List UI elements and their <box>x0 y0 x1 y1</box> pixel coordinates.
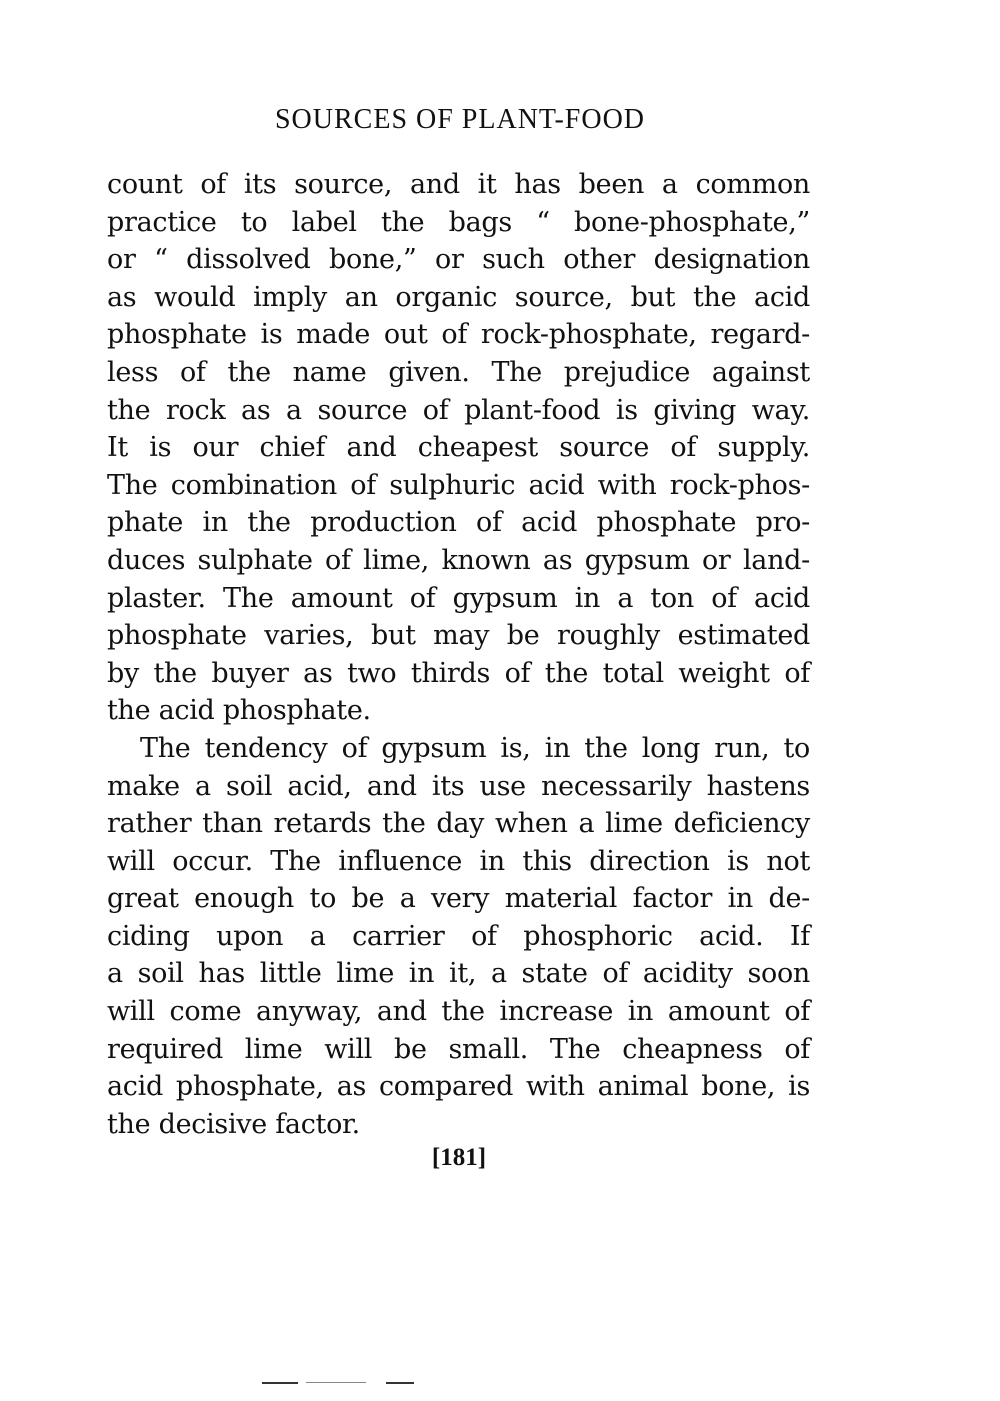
paragraph-2 <box>107 730 810 1144</box>
paragraph-1 <box>107 166 810 730</box>
text-line: the rock as a source of plant-food is giving way. <box>107 394 810 426</box>
text-line: It is our chief and cheapest source of supply. <box>107 432 810 464</box>
body-text <box>107 166 810 1143</box>
text-line: make a soil acid, and its use necessarily hastens <box>107 770 810 802</box>
running-title: SOURCES OF PLANT-FOOD <box>274 104 646 135</box>
text-line: plaster. The amount of gypsum in a ton of acid <box>107 582 810 614</box>
text-line: as would imply an organic source, but the acid <box>107 281 810 313</box>
text-line: phosphate is made out of rock-phosphate, regard- <box>107 319 810 351</box>
scan-artifact <box>386 1382 414 1384</box>
text-line: will come anyway, and the increase in amount of <box>107 996 810 1028</box>
text-line: The combination of sulphuric acid with rock-phos- <box>107 469 810 501</box>
text-line: practice to label the bags “ bone-phosphate,” <box>107 206 810 238</box>
text-line: phate in the production of acid phosphate pro- <box>107 507 810 539</box>
text-line: a soil has little lime in it, a state of acidity soon <box>107 958 810 990</box>
text-line: less of the name given. The prejudice against <box>107 356 810 388</box>
text-line: ciding upon a carrier of phosphoric acid. If <box>107 920 810 952</box>
text-line: required lime will be small. The cheapness of <box>107 1033 810 1065</box>
page-number: [181] <box>431 1144 487 1171</box>
text-line: the acid phosphate. <box>107 695 371 727</box>
text-line: The tendency of gypsum is, in the long run, to <box>140 732 810 764</box>
text-line: or “ dissolved bone,” or such other designation <box>107 244 810 276</box>
text-line: will occur. The influence in this direction is not <box>107 845 810 877</box>
text-line: the decisive factor. <box>107 1108 360 1140</box>
text-line: acid phosphate, as compared with animal bone, is <box>107 1071 810 1103</box>
text-line: by the buyer as two thirds of the total weight of <box>107 657 810 689</box>
text-line: duces sulphate of lime, known as gypsum or land- <box>107 544 810 576</box>
text-line: great enough to be a very material factor in de- <box>107 883 810 915</box>
text-line: phosphate varies, but may be roughly estimated <box>107 620 810 652</box>
scan-artifact <box>306 1382 366 1383</box>
text-line: count of its source, and it has been a common <box>107 169 810 200</box>
text-line: rather than retards the day when a lime deficiency <box>107 808 810 840</box>
scan-artifact <box>262 1382 298 1384</box>
